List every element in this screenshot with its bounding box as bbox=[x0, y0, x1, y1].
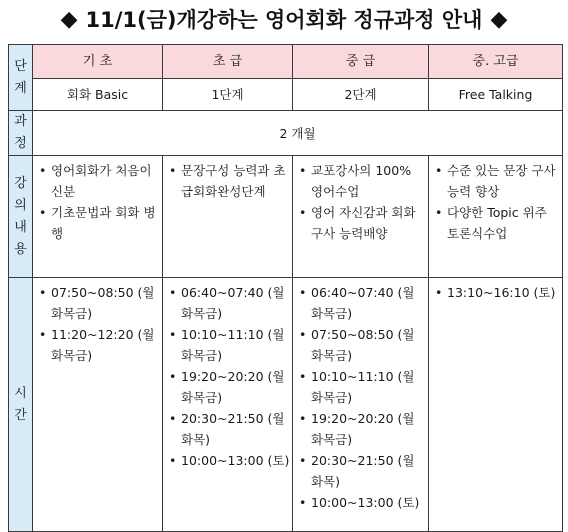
time-item: • 20:30~21:50 (월화목) bbox=[165, 408, 290, 450]
level-name: 중 급 bbox=[293, 45, 429, 79]
time-item: • 19:20~20:20 (월화목금) bbox=[165, 366, 290, 408]
time-item: • 06:40~07:40 (월화목금) bbox=[165, 282, 290, 324]
time-item: • 10:10~11:10 (월화목금) bbox=[295, 366, 426, 408]
course-row bbox=[9, 111, 563, 156]
level-name: 기 초 bbox=[33, 45, 163, 79]
stage-row bbox=[9, 79, 563, 111]
time-cell bbox=[33, 278, 163, 532]
time-item: • 07:50~08:50 (월화목금) bbox=[35, 282, 160, 324]
time-item: • 07:50~08:50 (월화목금) bbox=[295, 324, 426, 366]
time-cell bbox=[429, 278, 563, 532]
course-label: 과정 bbox=[9, 111, 33, 156]
header-row bbox=[9, 45, 563, 79]
time-item: • 10:00~13:00 (토) bbox=[295, 492, 426, 513]
time-item: • 10:10~11:10 (월화목금) bbox=[165, 324, 290, 366]
content-item: • 교포강사의 100% 영어수업 bbox=[295, 160, 426, 202]
time-item: • 10:00~13:00 (토) bbox=[165, 450, 290, 471]
time-cell bbox=[163, 278, 293, 532]
stage-value: Free Talking bbox=[429, 79, 563, 111]
content-item: • 영어 자신감과 회화 구사 능력배양 bbox=[295, 202, 426, 244]
time-cell bbox=[293, 278, 429, 532]
level-name: 초 급 bbox=[163, 45, 293, 79]
diamond-left-icon: ◆ bbox=[60, 6, 78, 32]
time-item: • 06:40~07:40 (월화목금) bbox=[295, 282, 426, 324]
title-text: 11/1(금)개강하는 영어회화 정규과정 안내 bbox=[85, 8, 483, 32]
diamond-right-icon: ◆ bbox=[490, 6, 508, 32]
time-item: • 13:10~16:10 (토) bbox=[431, 282, 560, 303]
content-cell bbox=[429, 156, 563, 278]
content-item: • 기초문법과 회화 병행 bbox=[35, 202, 160, 244]
page-title bbox=[0, 0, 568, 38]
content-item: • 다양한 Topic 위주 토론식수업 bbox=[431, 202, 560, 244]
content-cell bbox=[163, 156, 293, 278]
content-label: 강의내용 bbox=[9, 156, 33, 278]
level-name: 중. 고급 bbox=[429, 45, 563, 79]
content-cell bbox=[33, 156, 163, 278]
time-item: • 11:20~12:20 (월화목금) bbox=[35, 324, 160, 366]
content-item: • 수준 있는 문장 구사 능력 향상 bbox=[431, 160, 560, 202]
time-row bbox=[9, 278, 563, 532]
time-label: 시간 bbox=[9, 278, 33, 532]
content-cell bbox=[293, 156, 429, 278]
content-item: • 영어회화가 처음이신분 bbox=[35, 160, 160, 202]
time-item: • 20:30~21:50 (월화목) bbox=[295, 450, 426, 492]
duration-value: 2 개월 bbox=[33, 111, 563, 156]
content-item: • 문장구성 능력과 초급회화완성단계 bbox=[165, 160, 290, 202]
stage-value: 회화 Basic bbox=[33, 79, 163, 111]
content-row bbox=[9, 156, 563, 278]
time-item: • 19:20~20:20 (월화목금) bbox=[295, 408, 426, 450]
course-table bbox=[8, 44, 563, 532]
stage-value: 2단계 bbox=[293, 79, 429, 111]
stage-label: 단계 bbox=[9, 45, 33, 111]
stage-value: 1단계 bbox=[163, 79, 293, 111]
